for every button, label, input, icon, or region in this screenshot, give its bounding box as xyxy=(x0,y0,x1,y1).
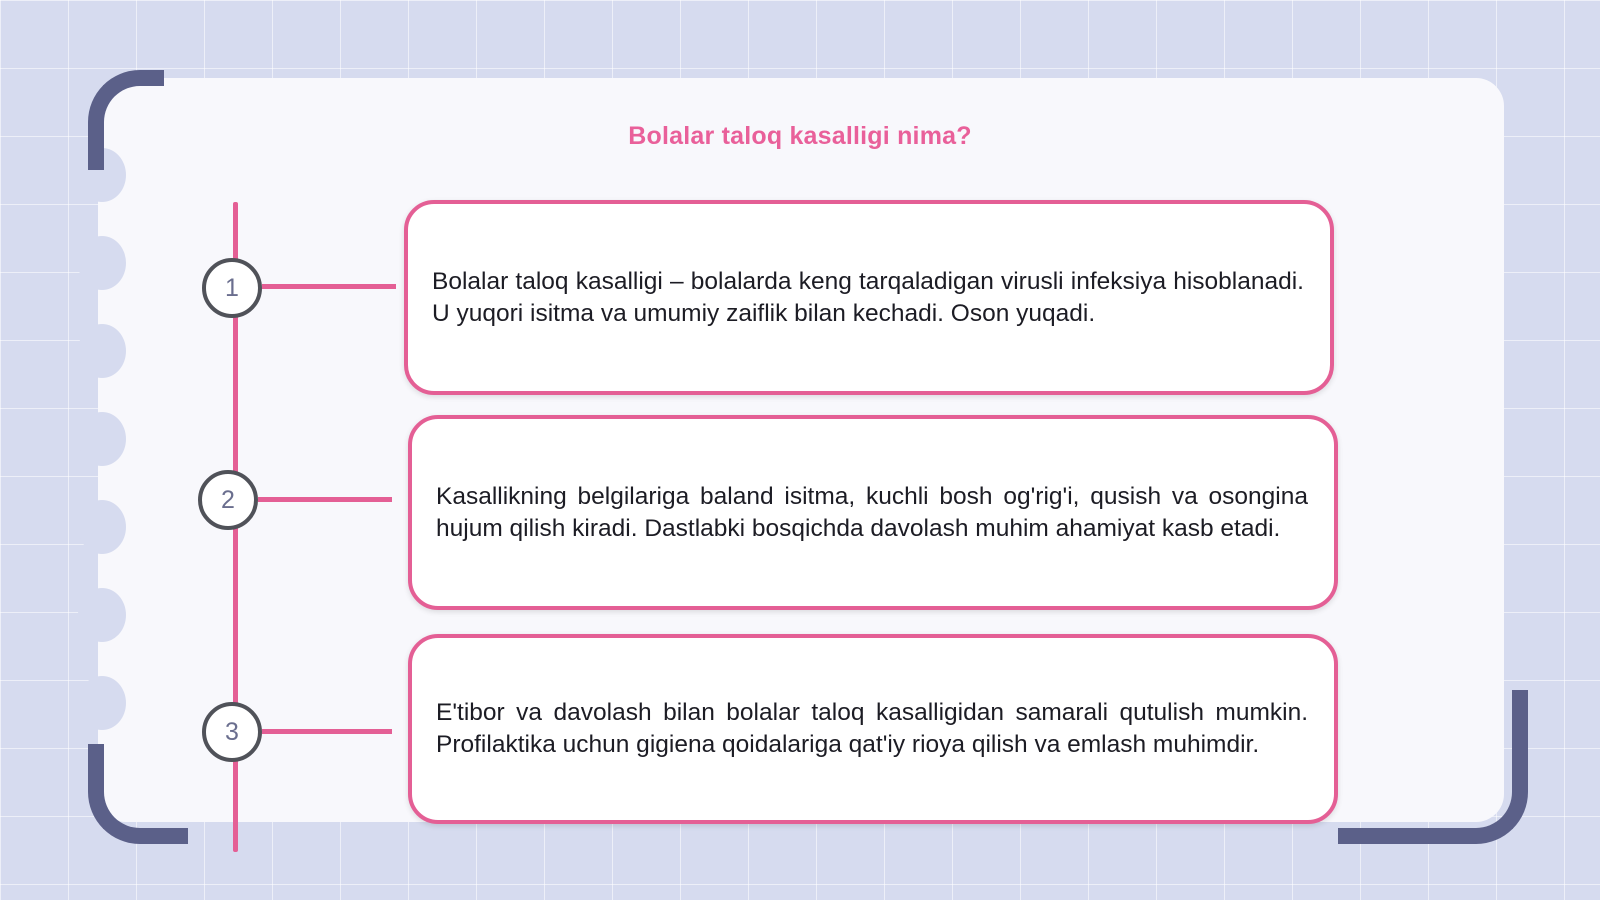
paper-scallop xyxy=(78,236,126,290)
timeline-connector xyxy=(262,284,396,289)
paper-scallop xyxy=(78,500,126,554)
step-card-3 xyxy=(408,634,1338,824)
paper-scallop xyxy=(78,676,126,730)
step-marker-2: 2 xyxy=(198,470,258,530)
frame-corner-top-left xyxy=(88,70,164,170)
slide-title: Bolalar taloq kasalligi nima? xyxy=(628,122,972,150)
step-card-text: Bolalar taloq kasalligi – bolalarda keng tarqaladigan virusli infeksiya hisoblanadi. U yuqori isitma va umumiy zaiflik bilan kechadi. Oson yuqadi. xyxy=(432,267,1304,327)
step-card-2 xyxy=(408,415,1338,610)
frame-corner-bottom-left xyxy=(88,744,188,844)
step-card-text: E'tibor va davolash bilan bolalar taloq kasalligidan samarali qutulish mumkin. Profilaktika uchun gigiena qoidalariga qat'iy rioya qilish va emlash muhimdir. xyxy=(436,699,1308,758)
step-card-text: Kasallikning belgilariga baland isitma, kuchli bosh og'rig'i, qusish va osongina hujum qilish kiradi. Dastlabki bosqichda davolash muhim ahamiyat kasb etadi. xyxy=(436,482,1308,542)
frame-corner-bottom-right xyxy=(1338,690,1528,844)
timeline-connector xyxy=(258,497,392,502)
step-marker-1: 1 xyxy=(202,258,262,318)
step-marker-3: 3 xyxy=(202,702,262,762)
paper-scallop xyxy=(78,588,126,642)
paper-scallop xyxy=(78,324,126,378)
timeline-connector xyxy=(262,729,392,734)
step-card-1 xyxy=(404,200,1334,395)
paper-scallop xyxy=(78,412,126,466)
